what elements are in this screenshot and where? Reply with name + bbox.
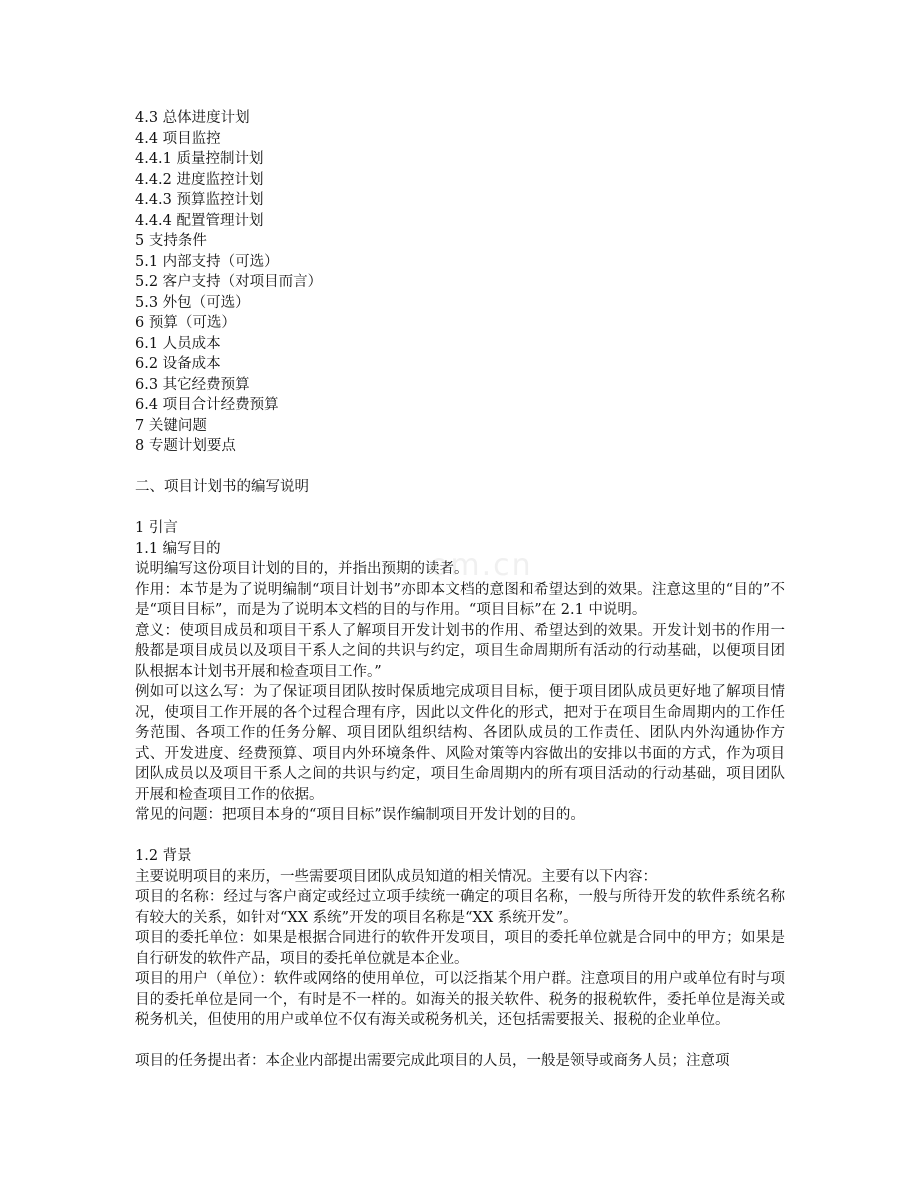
toc-item: 4.4.2 进度监控计划 [135, 171, 264, 188]
spacer [135, 498, 785, 519]
toc-item: 4.4.1 质量控制计划 [135, 151, 264, 167]
subsection-heading: 1.1 编写目的 [135, 540, 221, 557]
section-heading: 1 引言 [135, 520, 178, 536]
toc-item: 5.2 客户支持（对项目而言） [135, 274, 323, 290]
paragraph: 说明编写这份项目计划的目的，并指出预期的读者。 [135, 561, 469, 577]
watermark: om.cn [430, 548, 533, 583]
paragraph: 项目的委托单位：如果是根据合同进行的软件开发项目，项目的委托单位就是合同中的甲方；如果是自行研发的软件产品，项目的委托单位就是本企业。 [135, 930, 785, 967]
paragraph: 项目的用户（单位）：软件或网络的使用单位，可以泛指某个用户群。注意项目的用户或单位有时与项目的委托单位是同一个，有时是不一样的。如海关的报关软件、税务的报税软件，委托单位是海关或税务机关，但使用的用户或单位不仅有海关或税务机关，还包括需要报关、报税的企业单位。 [135, 971, 785, 1028]
document-body [135, 108, 785, 1072]
toc-item: 4.4 项目监控 [135, 130, 221, 147]
paragraph: 主要说明项目的来历，一些需要项目团队成员知道的相关情况。主要有以下内容： [135, 868, 657, 885]
section-title: 二、项目计划书的编写说明 [135, 479, 309, 495]
toc-item: 6 预算（可选） [135, 315, 236, 331]
toc-item: 6.3 其它经费预算 [135, 376, 250, 393]
paragraph: 项目的任务提出者：本企业内部提出需要完成此项目的人员，一般是领导或商务人员；注意项 [135, 1053, 730, 1069]
toc-item: 6.1 人员成本 [135, 335, 221, 352]
spacer [135, 826, 785, 847]
toc-item: 4.4.4 配置管理计划 [135, 212, 264, 229]
paragraph: 作用：本节是为了说明编制“项目计划书”亦即本文档的意图和希望达到的效果。注意这里的“目的”不是“项目目标”，而是为了说明本文档的目的与作用。“项目目标”在 2.1 中说明。 [135, 581, 785, 618]
paragraph: 意义：使项目成员和项目干系人了解项目开发计划书的作用、希望达到的效果。开发计划书的作用一般都是项目成员以及项目干系人之间的共识与约定，项目生命周期所有活动的行动基础，以便项目团队根据本计划书开展和检查项目工作。” [135, 622, 785, 680]
paragraph: 常见的问题：把项目本身的“项目目标”误作编制项目开发计划的目的。 [135, 807, 585, 823]
paragraph: 例如可以这么写：为了保证项目团队按时保质地完成项目目标，便于项目团队成员更好地了解项目情况，使项目工作开展的各个过程合理有序，因此以文件化的形式，把对于在项目生命周期内的工作任务范围、各项工作的任务分解、项目团队组织结构、各团队成员的工作责任、团队内外沟通协作方式、开发进度、经费预算、项目内外环境条件、风险对策等内容做出的安排以书面的方式，作为项目团队成员以及项目干系人之间的共识与约定，项目生命周期内的所有项目活动的行动基础，项目团队开展和检查项目工作的依据。 [135, 684, 785, 803]
toc-item: 5 支持条件 [135, 233, 207, 249]
toc-item: 8 专题计划要点 [135, 438, 236, 454]
spacer [135, 1031, 785, 1052]
toc-item: 5.3 外包（可选） [135, 294, 250, 311]
toc-item: 4.3 总体进度计划 [135, 110, 250, 126]
toc-item: 6.2 设备成本 [135, 356, 221, 372]
spacer [135, 457, 785, 478]
toc-item: 5.1 内部支持（可选） [135, 253, 279, 270]
toc-item: 7 关键问题 [135, 417, 207, 434]
paragraph: 项目的名称：经过与客户商定或经过立项手续统一确定的项目名称，一般与所待开发的软件系统名称有较大的关系，如针对“XX 系统”开发的项目名称是“XX 系统开发”。 [135, 889, 785, 926]
toc-item: 6.4 项目合计经费预算 [135, 397, 279, 413]
toc-item: 4.4.3 预算监控计划 [135, 192, 264, 208]
subsection-heading: 1.2 背景 [135, 848, 192, 864]
